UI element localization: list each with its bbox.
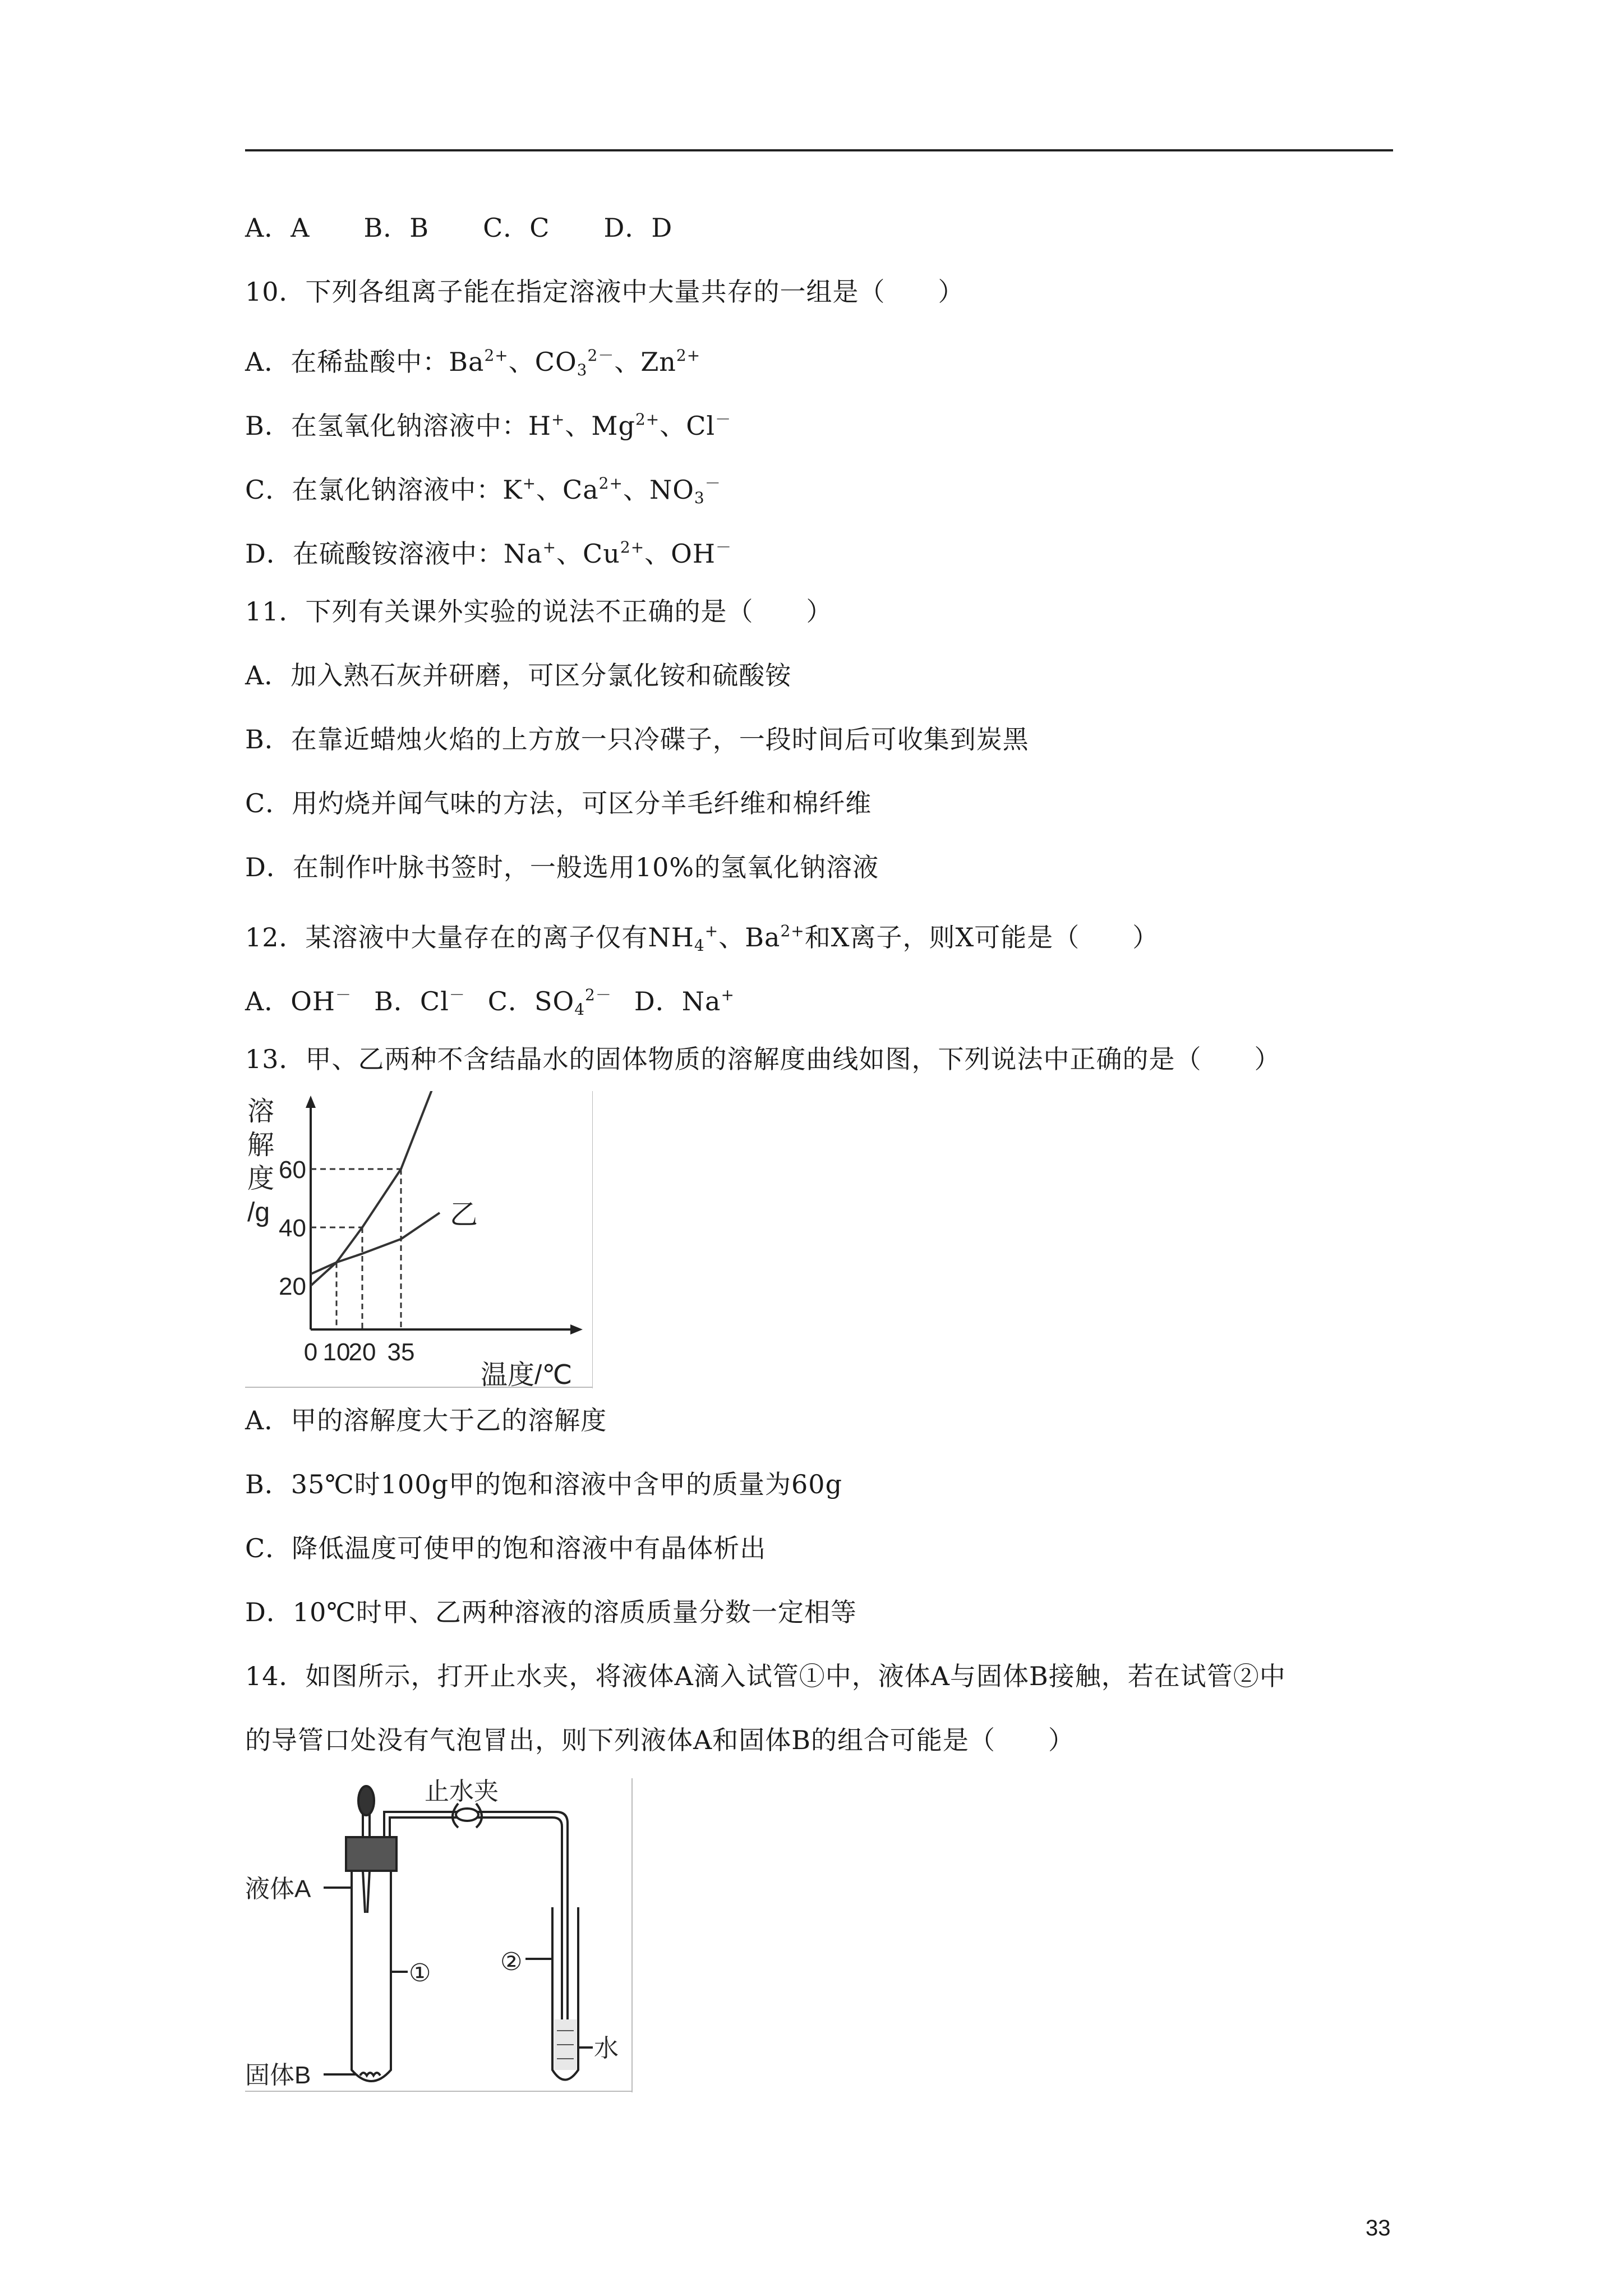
q12-stem: 12．某溶液中大量存在的离子仅有$NH_4^+$、$Ba^{2+}$和X离子，则X可能是（ ）	[245, 922, 1159, 955]
q12-option-b: B．Cl－	[374, 986, 465, 1016]
q13-option-b: B．35℃时100g甲的饱和溶液中含甲的质量为60g	[245, 1469, 843, 1499]
water-label: 水	[594, 2035, 619, 2062]
curve-jia	[311, 1091, 440, 1286]
q11-option-c: C．用灼烧并闻气味的方法，可区分羊毛纤维和棉纤维	[245, 788, 872, 818]
chart-plot	[279, 1091, 583, 1366]
q11-option-b: B．在靠近蜡烛火焰的上方放一只冷碟子，一段时间后可收集到炭黑	[245, 724, 1029, 754]
x-tick-35: 35	[387, 1338, 415, 1366]
q11-stem: 11．下列有关课外实验的说法不正确的是（ ）	[245, 596, 833, 627]
solubility-chart	[245, 1091, 593, 1388]
q12-options	[245, 978, 735, 1027]
x-axis-label: 温度/℃	[481, 1360, 573, 1388]
q12-option-a: A．OH－	[245, 986, 352, 1016]
curve-yi	[311, 1213, 440, 1274]
y-axis-label-2: 解	[247, 1130, 275, 1160]
clamp-label: 止水夹	[425, 1778, 499, 1805]
y-axis-arrow	[306, 1096, 316, 1108]
header-rule	[245, 149, 1393, 151]
tube-2-label: ②	[500, 1948, 523, 1976]
q10-stem: 10．下列各组离子能在指定溶液中大量共存的一组是（ ）	[245, 277, 965, 307]
q13-option-d: D．10℃时甲、乙两种溶液的溶质质量分数一定相等	[245, 1597, 857, 1627]
q9-option-c: C．C	[483, 213, 550, 243]
x-tick-0: 0	[303, 1338, 318, 1366]
q9-option-a: A．A	[245, 213, 310, 243]
q14-stem-line-2: 的导管口处没有气泡冒出，则下列液体A和固体B的组合可能是（ ）	[245, 1725, 1075, 1755]
q13-option-a: A．甲的溶解度大于乙的溶解度	[245, 1405, 607, 1435]
q14-stem-line-1: 14．如图所示，打开止水夹，将液体A滴入试管①中，液体A与固体B接触，若在试管②中	[245, 1661, 1286, 1691]
q12-option-c: C．$SO_4^{2-}$	[487, 986, 612, 1019]
q10-option-a: A．在稀盐酸中：$Ba^{2+}$、$CO_3^{2-}$、$Zn^{2+}$	[245, 346, 701, 379]
y-tick-40: 40	[279, 1214, 306, 1242]
apparatus-diagram	[245, 1778, 638, 2092]
y-tick-60: 60	[279, 1156, 306, 1184]
q10-option-c: C．在氯化钠溶液中：K+、$Ca^{2+}$、$NO_3^-$	[245, 474, 721, 507]
solid-b-label: 固体B	[245, 2062, 311, 2089]
q12-option-d: D．Na+	[634, 986, 735, 1016]
q13-option-c: C．降低温度可使甲的饱和溶液中有晶体析出	[245, 1533, 767, 1563]
liquid-a-label: 液体A	[245, 1875, 311, 1903]
y-axis-label-3: 度	[247, 1164, 275, 1194]
q9-options	[245, 211, 726, 245]
x-tick-10: 10	[322, 1338, 351, 1366]
q13-stem: 13．甲、乙两种不含结晶水的固体物质的溶解度曲线如图，下列说法中正确的是（ ）	[245, 1044, 1281, 1074]
x-axis-arrow	[570, 1324, 583, 1335]
q9-option-b: B．B	[363, 213, 430, 243]
page-number: 33	[1366, 2216, 1391, 2240]
y-axis-label-1: 溶	[247, 1097, 275, 1126]
tube-1-label: ①	[409, 1959, 431, 1987]
y-tick-20: 20	[279, 1273, 306, 1300]
q11-option-d: D．在制作叶脉书签时，一般选用10%的氢氧化钠溶液	[245, 852, 879, 882]
q10-option-d: D．在硫酸铵溶液中：Na+、$Cu^{2+}$、OH－	[245, 538, 732, 569]
series-label-yi: 乙	[450, 1199, 478, 1230]
y-axis-label-4: /g	[247, 1198, 270, 1227]
q11-option-a: A．加入熟石灰并研磨，可区分氯化铵和硫酸铵	[245, 660, 792, 691]
q9-option-d: D．D	[603, 213, 673, 243]
x-tick-20: 20	[348, 1338, 376, 1366]
q10-option-b: B．在氢氧化钠溶液中：H+、$Mg^{2+}$、Cl－	[245, 410, 732, 441]
